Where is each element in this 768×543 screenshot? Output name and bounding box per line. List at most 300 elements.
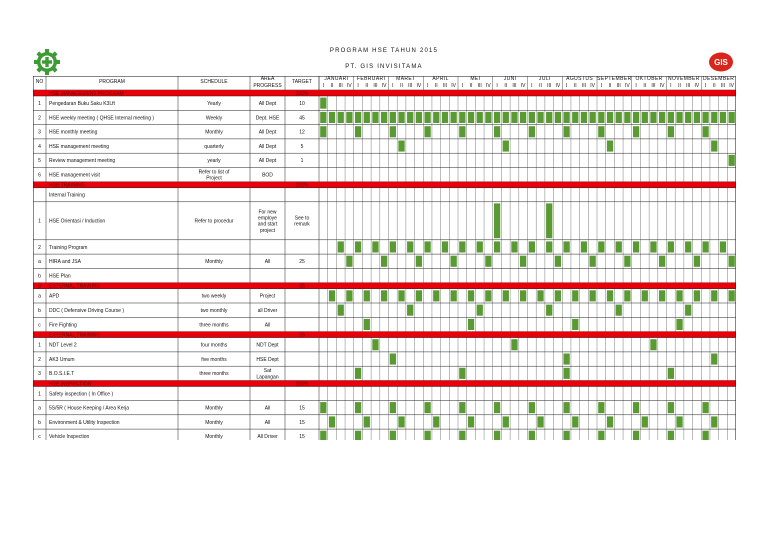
schedule-mark: [572, 112, 578, 123]
schedule-mark: [607, 290, 613, 301]
schedule-mark: [572, 416, 578, 427]
schedule-mark: [338, 112, 344, 123]
schedule-mark: [537, 290, 543, 301]
schedule-mark: [685, 305, 691, 316]
row-no: 2: [38, 115, 41, 122]
section-no: 3: [38, 283, 41, 290]
row-program: AK3 Umum: [49, 356, 75, 363]
schedule-mark: [398, 290, 404, 301]
schedule-mark: [390, 402, 396, 413]
schedule-mark: [364, 112, 370, 123]
row-no: c: [38, 434, 41, 440]
schedule-mark: [590, 256, 596, 267]
row-program: B.O.S.I.E.T: [49, 371, 75, 378]
month-label-desember: DESEMBER: [702, 76, 735, 82]
week-label: III: [512, 83, 517, 89]
schedule-mark: [702, 431, 708, 440]
schedule-mark: [694, 290, 700, 301]
schedule-mark: [563, 431, 569, 440]
month-label-november: NOVEMBER: [667, 76, 700, 82]
row-area: All: [264, 405, 271, 412]
schedule-mark: [607, 141, 613, 152]
schedule-mark: [485, 256, 491, 267]
month-label-februari: FEBRUARI: [356, 76, 386, 82]
schedule-mark: [372, 112, 378, 123]
row-program: HSE management visit: [49, 172, 100, 179]
row-area: Lapangan: [256, 374, 279, 381]
schedule-mark: [676, 290, 682, 301]
schedule-mark: [616, 241, 622, 252]
week-label: III: [547, 83, 552, 89]
schedule-mark: [563, 126, 569, 137]
schedule-mark: [563, 354, 569, 365]
week-label: I: [670, 83, 672, 89]
row-program: Environment & Utility Inspection: [49, 419, 120, 426]
section-band: [33, 90, 736, 96]
schedule-mark: [451, 290, 457, 301]
schedule-mark: [650, 339, 656, 350]
schedule-mark: [494, 126, 500, 137]
row-no: 2: [38, 244, 41, 251]
week-label: IV: [486, 83, 491, 89]
week-label: I: [635, 83, 637, 89]
month-label-juni: JUNI: [503, 76, 517, 82]
schedule-mark: [546, 305, 552, 316]
schedule-mark: [451, 112, 457, 123]
week-label: II: [434, 83, 438, 89]
schedule-mark: [511, 241, 517, 252]
row-area: All: [264, 259, 271, 266]
schedule-mark: [433, 112, 439, 123]
schedule-mark: [503, 290, 509, 301]
row-schedule: Monthly: [205, 259, 223, 266]
schedule-mark: [624, 256, 630, 267]
week-label: IV: [381, 83, 387, 89]
week-label: II: [400, 83, 403, 89]
row-no: c: [38, 322, 41, 329]
schedule-mark: [529, 402, 535, 413]
row-target: 12: [299, 129, 305, 136]
gis-logo-text: GIS: [714, 58, 728, 67]
schedule-mark: [381, 290, 387, 301]
row-schedule: five months: [201, 356, 227, 363]
row-area: Project: [259, 293, 276, 300]
row-area: Sat: [263, 368, 272, 375]
row-no: 3: [38, 371, 41, 378]
section-band: [33, 283, 736, 289]
week-label: I: [496, 83, 498, 89]
schedule-mark: [685, 112, 691, 123]
row-schedule: three months: [199, 371, 229, 378]
week-label: I: [531, 83, 533, 89]
row-program: NDT Level 2: [49, 342, 77, 349]
row-no: a: [38, 259, 41, 266]
week-label: I: [357, 83, 359, 89]
schedule-mark: [372, 241, 378, 252]
row-program: APD: [49, 293, 60, 300]
week-label: II: [539, 83, 542, 89]
section-band: [33, 332, 736, 338]
row-area: All Dept: [258, 100, 277, 107]
row-area: employe: [258, 215, 277, 222]
row-program: Pengedaran Buku Saku K3Lft: [49, 100, 115, 107]
week-label: IV: [347, 83, 352, 89]
week-label: III: [477, 83, 482, 89]
schedule-mark: [477, 305, 483, 316]
week-label: III: [442, 83, 448, 89]
header-schedule: SCHEDULE: [200, 79, 228, 85]
schedule-mark: [346, 256, 352, 267]
schedule-mark: [451, 256, 457, 267]
row-schedule: Project: [206, 175, 222, 182]
week-label: II: [469, 83, 473, 89]
schedule-mark: [511, 339, 517, 350]
schedule-mark: [633, 402, 639, 413]
schedule-mark: [616, 305, 622, 316]
schedule-mark: [642, 416, 648, 427]
schedule-mark: [633, 431, 639, 440]
schedule-mark: [633, 126, 639, 137]
schedule-mark: [650, 241, 656, 252]
row-schedule: three months: [199, 322, 229, 329]
row-schedule: four months: [200, 342, 228, 349]
schedule-mark: [381, 256, 387, 267]
week-label: III: [651, 83, 656, 89]
schedule-mark: [572, 290, 578, 301]
week-label: III: [581, 83, 587, 89]
week-label: III: [408, 83, 413, 89]
section-target: 25: [299, 332, 305, 339]
schedule-mark: [459, 241, 465, 252]
company-name: PT. GIS INVISITAMA: [345, 64, 423, 70]
row-target: 15: [299, 405, 305, 412]
header-target: TARGET: [292, 79, 312, 85]
schedule-mark: [390, 354, 396, 365]
week-label: IV: [694, 83, 700, 89]
section-band: [33, 182, 736, 188]
section-target: 100%: [295, 182, 309, 189]
row-no: 4: [38, 143, 41, 150]
schedule-mark: [494, 112, 500, 123]
row-target: 25: [299, 259, 305, 266]
row-program: 5S/5R ( House Keeping / Area Kerja: [49, 405, 130, 412]
week-label: I: [600, 83, 603, 89]
schedule-mark: [390, 431, 396, 440]
row-area: NDT Dept: [256, 342, 279, 349]
row-program: HSE management meeting: [49, 143, 110, 150]
week-label: III: [720, 83, 726, 89]
schedule-mark: [537, 416, 543, 427]
schedule-mark: [390, 112, 396, 123]
schedule-mark: [494, 402, 500, 413]
row-schedule: Monthly: [205, 129, 223, 136]
schedule-mark: [633, 241, 639, 252]
row-area: BOD: [262, 172, 273, 179]
schedule-mark: [459, 126, 465, 137]
row-schedule: two weekly: [201, 293, 227, 300]
schedule-mark: [320, 431, 326, 440]
row-schedule: quarterly: [204, 143, 224, 150]
schedule-mark: [520, 290, 526, 301]
schedule-mark: [364, 416, 370, 427]
schedule-mark: [355, 241, 361, 252]
week-label: I: [461, 83, 464, 89]
schedule-mark: [702, 112, 708, 123]
row-program: DDC ( Defensive Driving Course ): [49, 307, 125, 314]
schedule-mark: [572, 319, 578, 330]
schedule-mark: [346, 112, 352, 123]
header-no: NO: [35, 79, 44, 85]
row-schedule: Monthly: [205, 419, 223, 426]
schedule-mark: [355, 431, 361, 440]
section-title: EXTERNAL TRAINING: [49, 283, 101, 290]
row-no: 1: [38, 100, 41, 107]
schedule-mark: [607, 416, 613, 427]
schedule-mark: [355, 112, 361, 123]
row-area: For new: [258, 209, 277, 216]
row-target: 1: [300, 158, 304, 165]
document-title: PROGRAM HSE TAHUN 2015: [329, 48, 439, 54]
schedule-mark: [563, 241, 569, 252]
week-label: II: [330, 83, 334, 89]
schedule-mark: [598, 241, 604, 252]
schedule-mark: [581, 112, 587, 123]
schedule-mark: [468, 319, 474, 330]
week-label: III: [338, 83, 343, 89]
week-label: I: [565, 83, 568, 89]
schedule-mark: [468, 290, 474, 301]
schedule-mark: [676, 319, 682, 330]
section-title: EXTERNAL TRAINING: [49, 332, 101, 339]
row-area: all Driver: [257, 307, 278, 314]
schedule-mark: [607, 112, 613, 123]
week-label: II: [608, 83, 612, 89]
schedule-mark: [485, 112, 491, 123]
schedule-mark: [477, 241, 483, 252]
schedule-mark: [537, 112, 543, 123]
schedule-mark: [416, 256, 422, 267]
schedule-mark: [398, 141, 404, 152]
month-label-juli: JULI: [538, 76, 551, 82]
week-label: IV: [590, 83, 596, 89]
row-area: All: [264, 322, 271, 329]
gear-cross-icon: [33, 48, 61, 76]
week-label: I: [392, 83, 394, 89]
row-area: All Dept: [258, 143, 277, 150]
row-no: 6: [38, 172, 41, 179]
row-program: Internal Training: [49, 192, 85, 199]
schedule-mark: [555, 112, 561, 123]
schedule-mark: [624, 112, 630, 123]
schedule-mark: [729, 290, 735, 301]
week-label: III: [686, 83, 691, 89]
schedule-mark: [668, 126, 674, 137]
month-label-oktober: OKTOBER: [635, 76, 663, 82]
schedule-mark: [555, 290, 561, 301]
row-target: remark: [294, 221, 310, 228]
schedule-mark: [711, 416, 717, 427]
row-schedule: Monthly: [205, 405, 223, 412]
schedule-mark: [668, 431, 674, 440]
schedule-mark: [468, 416, 474, 427]
schedule-mark: [685, 241, 691, 252]
schedule-mark: [676, 112, 682, 123]
row-program: HSE weekly meeting ( QHSE Internal meeting ): [49, 115, 155, 122]
schedule-mark: [598, 112, 604, 123]
row-target: 15: [299, 434, 305, 440]
schedule-mark: [529, 112, 535, 123]
week-label: III: [616, 83, 621, 89]
schedule-mark: [729, 112, 735, 123]
month-label-januari: JANUARI: [324, 76, 349, 82]
row-schedule: Monthly: [205, 434, 223, 440]
week-label: II: [573, 83, 577, 89]
schedule-mark: [459, 112, 465, 123]
schedule-mark: [355, 126, 361, 137]
schedule-mark: [563, 368, 569, 379]
schedule-mark: [390, 126, 396, 137]
schedule-mark: [390, 241, 396, 252]
schedule-mark: [329, 112, 335, 123]
schedule-mark: [668, 241, 674, 252]
schedule-mark: [598, 402, 604, 413]
row-area: All Dept: [258, 158, 277, 165]
schedule-mark: [320, 112, 326, 123]
schedule-mark: [442, 241, 448, 252]
row-target: 15: [299, 419, 305, 426]
program-table: [33, 76, 736, 440]
week-label: IV: [659, 83, 665, 89]
row-target: 5: [300, 143, 304, 150]
week-label: II: [504, 83, 508, 89]
schedule-mark: [494, 241, 500, 252]
schedule-mark: [720, 112, 726, 123]
schedule-mark: [520, 112, 526, 123]
schedule-mark: [355, 368, 361, 379]
schedule-mark: [442, 112, 448, 123]
schedule-mark: [529, 126, 535, 137]
schedule-mark: [668, 368, 674, 379]
week-label: IV: [416, 83, 422, 89]
schedule-mark: [720, 241, 726, 252]
week-label: IV: [555, 83, 561, 89]
schedule-mark: [711, 290, 717, 301]
schedule-mark: [520, 256, 526, 267]
schedule-mark: [563, 112, 569, 123]
schedule-mark: [459, 402, 465, 413]
schedule-mark: [459, 431, 465, 440]
schedule-mark: [338, 305, 344, 316]
header-progress: PROGRESS: [253, 83, 282, 89]
row-area: All Driver: [257, 434, 278, 440]
week-label: IV: [520, 83, 526, 89]
schedule-mark: [424, 402, 430, 413]
gis-logo-icon: [708, 52, 734, 72]
schedule-mark: [372, 339, 378, 350]
row-program: Review management meeting: [49, 158, 116, 165]
schedule-mark: [329, 290, 335, 301]
schedule-mark: [711, 141, 717, 152]
row-area: and start: [257, 221, 278, 228]
schedule-mark: [511, 112, 517, 123]
row-program: Training Program: [49, 244, 88, 251]
row-area: project: [259, 227, 276, 234]
row-area: HSE Dept: [256, 356, 279, 363]
row-schedule: two monthly: [200, 307, 228, 314]
row-schedule: yearly: [207, 158, 221, 165]
row-schedule: Refer to procedur: [194, 218, 234, 225]
schedule-mark: [659, 290, 665, 301]
week-label: II: [643, 83, 647, 89]
schedule-mark: [668, 112, 674, 123]
schedule-mark: [642, 112, 648, 123]
schedule-mark: [694, 112, 700, 123]
schedule-mark: [581, 241, 587, 252]
section-title: HSE INSPECTION: [49, 381, 92, 388]
month-label-april: APRIL: [432, 76, 449, 82]
row-program: Fire Fighting: [49, 322, 77, 329]
row-target: 45: [299, 115, 305, 122]
schedule-mark: [555, 256, 561, 267]
row-schedule: Weekly: [205, 115, 223, 122]
section-title: HSE TRAINING: [49, 182, 85, 189]
schedule-mark: [546, 241, 552, 252]
row-no: 2: [38, 356, 41, 363]
schedule-mark: [642, 290, 648, 301]
row-no: 1: [38, 391, 41, 398]
schedule-mark: [424, 431, 430, 440]
schedule-mark: [503, 141, 509, 152]
schedule-mark: [494, 203, 500, 238]
schedule-mark: [407, 305, 413, 316]
schedule-mark: [494, 431, 500, 440]
month-label-agustus: AGUSTUS: [566, 76, 594, 82]
schedule-mark: [668, 402, 674, 413]
schedule-mark: [320, 98, 326, 109]
schedule-mark: [729, 155, 735, 166]
schedule-mark: [416, 112, 422, 123]
header-program: PROGRAM: [99, 79, 125, 85]
schedule-mark: [459, 368, 465, 379]
row-program: HSE Plan: [49, 273, 71, 280]
schedule-mark: [355, 402, 361, 413]
schedule-mark: [424, 241, 430, 252]
row-program: Safety inspection ( In Office ): [49, 391, 114, 398]
week-label: IV: [625, 83, 630, 89]
schedule-mark: [424, 112, 430, 123]
schedule-mark: [659, 256, 665, 267]
month-label-september: SEPTEMBER: [597, 76, 632, 82]
row-no: b: [38, 273, 41, 280]
schedule-mark: [381, 112, 387, 123]
week-label: IV: [451, 83, 457, 89]
row-program: HSE Orientasi / Induction: [49, 218, 106, 225]
section-target: 25: [299, 283, 305, 290]
week-label: I: [704, 83, 707, 89]
row-program: HIRA and JSA: [49, 259, 81, 266]
schedule-mark: [546, 112, 552, 123]
schedule-mark: [598, 431, 604, 440]
week-label: I: [322, 83, 325, 89]
section-band: [33, 381, 736, 387]
schedule-mark: [503, 416, 509, 427]
week-label: II: [678, 83, 681, 89]
week-label: IV: [729, 83, 735, 89]
row-no: 1: [38, 218, 41, 225]
week-label: I: [426, 83, 429, 89]
schedule-mark: [590, 112, 596, 123]
month-label-maret: MARET: [396, 76, 416, 82]
